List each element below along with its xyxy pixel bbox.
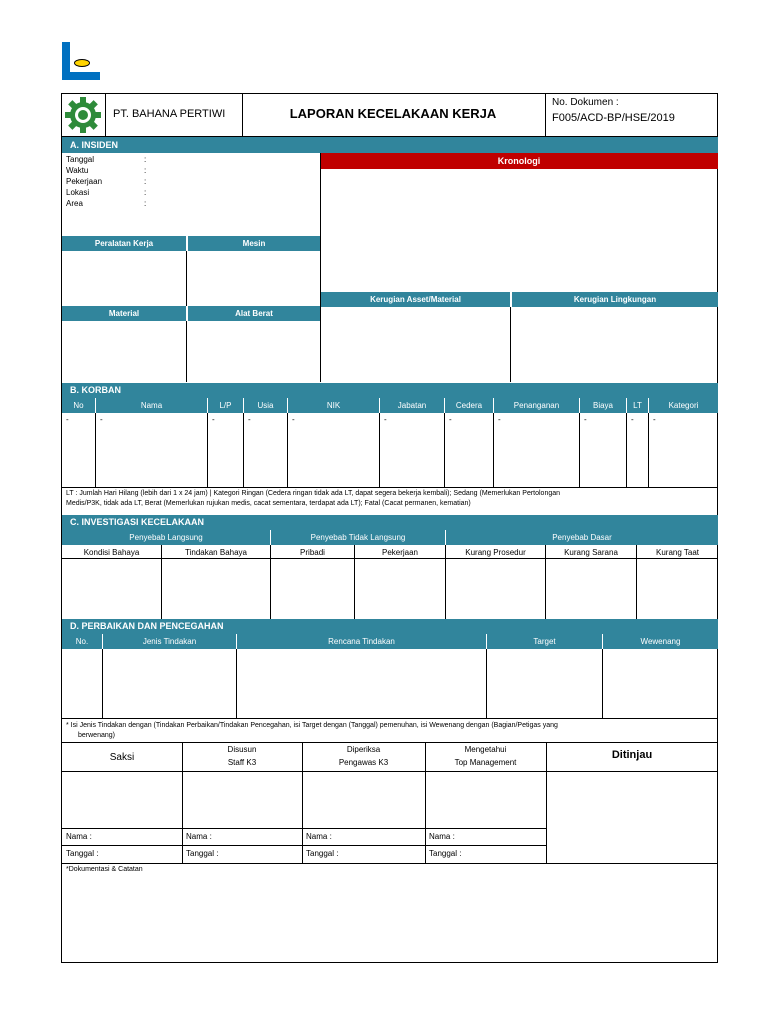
col-pribadi: Pribadi — [270, 545, 354, 559]
col-penanganan: Penanganan — [493, 398, 579, 413]
investigasi-groups — [62, 530, 718, 545]
cell-no: - — [66, 415, 69, 424]
korban-note — [66, 489, 716, 509]
col-kondisi-bahaya: Kondisi Bahaya — [83, 547, 140, 557]
field-colon: : — [144, 199, 147, 208]
investigasi-columns — [62, 545, 718, 559]
field-label: Waktu — [66, 166, 89, 175]
kerugian-asset-label: Kerugian Asset/Material — [370, 295, 461, 304]
col-lt: LT — [626, 398, 648, 413]
ditinjau-label: Ditinjau — [611, 749, 653, 761]
disusun-role: Staff K3 — [227, 758, 257, 767]
perbaikan-note-line-2: berwenang) — [78, 732, 115, 739]
field-label: Tanggal — [66, 155, 95, 164]
korban-table-header — [62, 398, 718, 413]
disusun-tanggal: Tanggal : — [186, 849, 219, 858]
doc-number-label: No. Dokumen : — [552, 97, 619, 108]
perbaikan-note — [66, 721, 716, 741]
section-c-header — [62, 515, 718, 530]
company-gear-icon — [63, 95, 103, 135]
section-a-title: A. INSIDEN — [70, 140, 119, 150]
section-b-title: B. KORBAN — [70, 385, 121, 395]
mesin-label: Mesin — [242, 239, 266, 248]
kerugian-lingkungan-header — [511, 292, 718, 307]
perbaikan-body — [62, 649, 718, 719]
col-kurang-prosedur: Kurang Prosedur — [445, 545, 545, 559]
field-colon: : — [144, 177, 147, 186]
saksi-nama: Nama : — [66, 832, 92, 841]
col-lp: L/P — [207, 398, 243, 413]
material-label: Material — [108, 309, 140, 318]
doc-number: F005/ACD-BP/HSE/2019 — [552, 112, 675, 124]
section-d-title: D. PERBAIKAN DAN PENCEGAHAN — [70, 621, 224, 631]
col-kurang-sarana: Kurang Sarana — [545, 545, 636, 559]
col-jenis-tindakan: Jenis Tindakan — [102, 634, 236, 649]
field-colon: : — [144, 155, 147, 164]
field-colon: : — [144, 188, 147, 197]
cell-biaya: - — [584, 415, 587, 424]
kronologi-header — [320, 153, 718, 169]
col-nama: Nama — [95, 398, 207, 413]
perbaikan-table-header — [62, 634, 718, 649]
disusun-label: Disusun — [227, 745, 257, 754]
mengetahui-label: Mengetahui — [464, 745, 507, 754]
signoff-block — [62, 743, 718, 863]
saksi-label: Saksi — [109, 751, 135, 763]
dokumentasi-note: *Dokumentasi & Catatan — [66, 866, 143, 873]
col-d-no: No. — [75, 637, 89, 646]
alat-berat-label: Alat Berat — [235, 309, 273, 318]
group-dasar: Penyebab Dasar — [445, 530, 718, 545]
cell-usia: - — [248, 415, 251, 424]
group-langsung: Penyebab Langsung — [129, 533, 203, 542]
col-tindakan-bahaya: Tindakan Bahaya — [161, 545, 270, 559]
section-c-title: C. INVESTIGASI KECELAKAAN — [70, 517, 205, 527]
korban-note-line-2: Medis/P3K, tidak ada LT, Berat (Memerlukan rujukan medis, cacat sementara, terdapat ada LT); Fatal (Cacat permanen, kematian) — [66, 500, 471, 507]
peralatan-header — [62, 236, 186, 251]
col-kurang-taat: Kurang Taat — [636, 545, 718, 559]
kerugian-lingkungan-label: Kerugian Lingkungan — [573, 295, 657, 304]
col-target: Target — [486, 634, 602, 649]
section-b-header — [62, 383, 718, 398]
cell-lt: - — [631, 415, 634, 424]
diperiksa-label: Diperiksa — [346, 745, 381, 754]
col-wewenang: Wewenang — [602, 634, 718, 649]
saksi-tanggal: Tanggal : — [66, 849, 99, 858]
cell-nik: - — [292, 415, 295, 424]
col-pekerjaan: Pekerjaan — [354, 545, 445, 559]
col-jabatan: Jabatan — [379, 398, 444, 413]
company-name: PT. BAHANA PERTIWI — [113, 108, 226, 120]
section-a-header — [62, 137, 718, 153]
document-title: LAPORAN KECELAKAAN KERJA — [289, 106, 497, 121]
mengetahui-tanggal: Tanggal : — [429, 849, 462, 858]
field-label: Pekerjaan — [66, 177, 103, 186]
field-colon: : — [144, 166, 147, 175]
incident-fields — [66, 155, 316, 210]
cell-kategori: - — [653, 415, 656, 424]
mengetahui-role: Top Management — [454, 758, 517, 767]
diperiksa-role: Pengawas K3 — [338, 758, 389, 767]
brand-logo-icon — [62, 42, 102, 82]
korban-row — [62, 413, 718, 487]
col-rencana-tindakan: Rencana Tindakan — [236, 634, 486, 649]
diperiksa-tanggal: Tanggal : — [306, 849, 339, 858]
cell-lp: - — [212, 415, 215, 424]
kronologi-label: Kronologi — [497, 156, 541, 166]
cell-penanganan: - — [498, 415, 501, 424]
korban-note-line-1: LT : Jumlah Hari Hilang (lebih dari 1 x 24 jam) | Kategori Ringan (Cedera ringan tidak ada LT, dapat segera bekerja kembali); Sedang (Memerlukan Pertolongan — [66, 490, 561, 497]
cell-nama: - — [100, 415, 103, 424]
alat-berat-header — [187, 306, 320, 321]
mengetahui-nama: Nama : — [429, 832, 455, 841]
kerugian-asset-header — [321, 292, 510, 307]
cell-cedera: - — [449, 415, 452, 424]
group-tidak-langsung: Penyebab Tidak Langsung — [270, 530, 445, 545]
col-kategori: Kategori — [648, 398, 718, 413]
field-label: Lokasi — [66, 188, 90, 197]
section-d-header — [62, 619, 718, 634]
peralatan-label: Peralatan Kerja — [94, 239, 154, 248]
col-no: No — [73, 401, 84, 410]
diperiksa-nama: Nama : — [306, 832, 332, 841]
field-label: Area — [66, 199, 83, 208]
perbaikan-note-line-1: * Isi Jenis Tindakan dengan (Tindakan Perbaikan/Tindakan Pencegahan, isi Target dengan (Tanggal) pemenuhan, isi Wewenang dengan (Bagian/Petigas yang — [66, 722, 558, 729]
mesin-header — [187, 236, 320, 251]
col-usia: Usia — [243, 398, 287, 413]
col-cedera: Cedera — [444, 398, 493, 413]
investigasi-body — [62, 559, 718, 619]
col-nik: NIK — [287, 398, 379, 413]
col-biaya: Biaya — [579, 398, 626, 413]
cell-jabatan: - — [384, 415, 387, 424]
disusun-nama: Nama : — [186, 832, 212, 841]
material-header — [62, 306, 186, 321]
